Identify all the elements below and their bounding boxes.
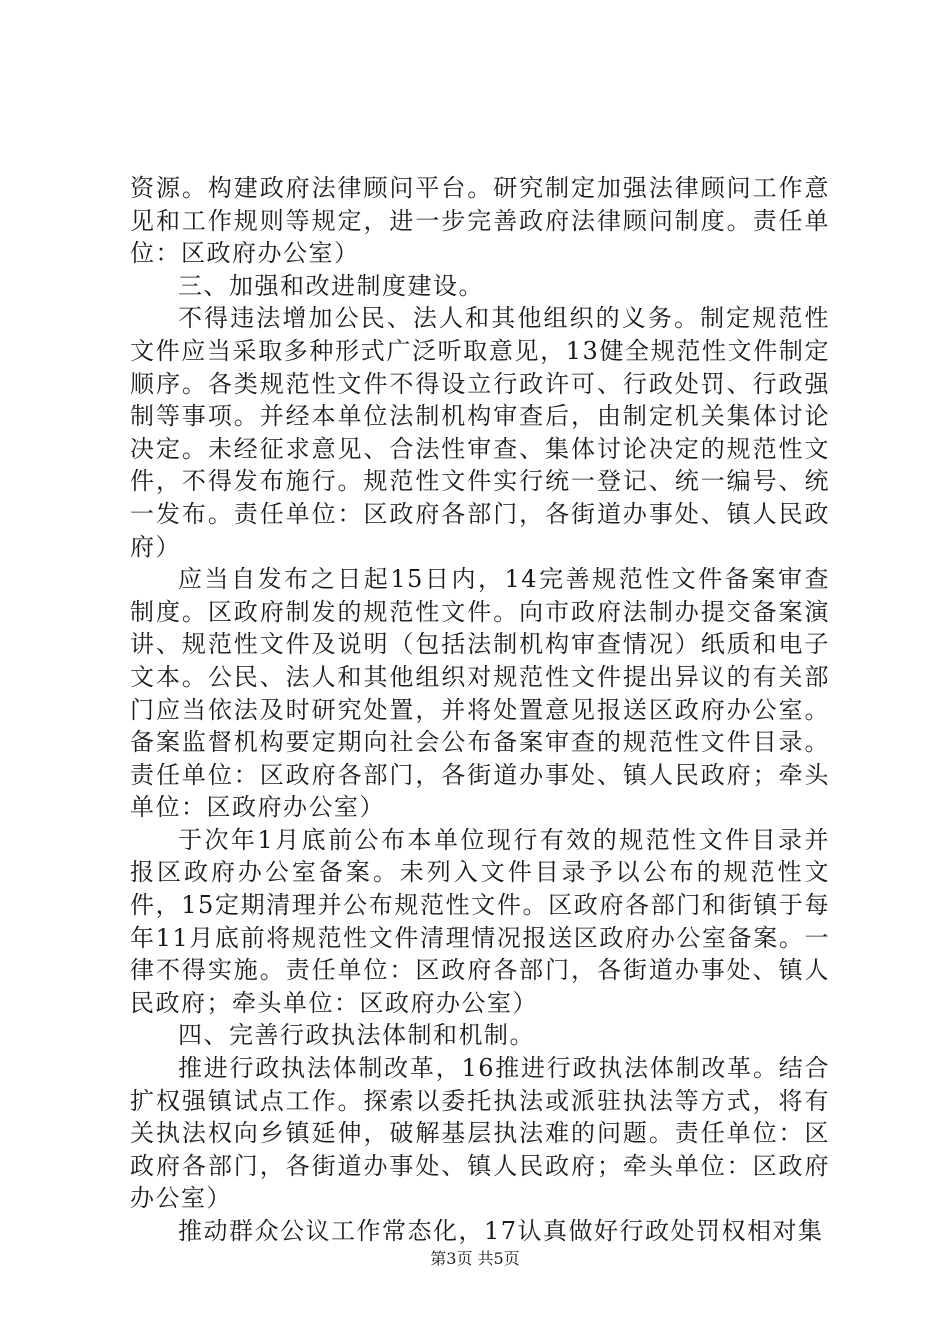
- section-heading-4: 四、完善行政执法体制和机制。: [178, 1021, 535, 1050]
- section-heading-3: 三、加强和改进制度建设。: [178, 271, 484, 300]
- paragraph-item-14: 应当自发布之日起15日内，14完善规范性文件备案审查制度。区政府制发的规范性文件。向市政府法制办提交备案演讲、规范性文件及说明（包括法制机构审查情况）纸质和电子文本。公民、法人和其他组织对规范性文件提出异议的有关部门应当依法及时研究处置，并将处置意见报送区政府办公室。备案监督机构要定期向社会公布备案审查的规范性文件目录。责任单位：区政府各部门，各街道办事处、镇人民政府；牵头单位：区政府办公室）: [130, 565, 830, 822]
- paragraph-1: 资源。构建政府法律顾问平台。研究制定加强法律顾问工作意见和工作规则等规定，进一步完善政府法律顾问制度。责任单位：区政府办公室）: [130, 174, 830, 268]
- paragraph-item-13: 不得违法增加公民、法人和其他组织的义务。制定规范性文件应当采取多种形式广泛听取意见，13健全规范性文件制定顺序。各类规范性文件不得设立行政许可、行政处罚、行政强制等事项。并经本单位法制机构审查后，由制定机关集体讨论决定。未经征求意见、合法性审查、集体讨论决定的规范性文件，不得发布施行。规范性文件实行统一登记、统一编号、统一发布。责任单位：区政府各部门，各街道办事处、镇人民政府）: [130, 304, 830, 561]
- document-body: [130, 172, 830, 1248]
- paragraph-item-17: 推动群众公议工作常态化，17认真做好行政处罚权相对集: [178, 1217, 824, 1245]
- paragraph-item-15: 于次年1月底前公布本单位现行有效的规范性文件目录并报区政府办公室备案。未列入文件目录予以公布的规范性文件，15定期清理并公布规范性文件。区政府各部门和街镇于每年11月底前将规范性文件清理情况报送区政府办公室备案。一律不得实施。责任单位：区政府各部门，各街道办事处、镇人民政府；牵头单位：区政府办公室）: [130, 825, 830, 1017]
- page-number-footer: 第3页 共5页: [430, 1249, 520, 1268]
- paragraph-item-16: 推进行政执法体制改革，16推进行政执法体制改革。结合扩权强镇试点工作。探索以委托执法或派驻执法等方式，将有关执法权向乡镇延伸，破解基层执法难的问题。责任单位：区政府各部门，各街道办事处、镇人民政府；牵头单位：区政府办公室）: [130, 1054, 830, 1213]
